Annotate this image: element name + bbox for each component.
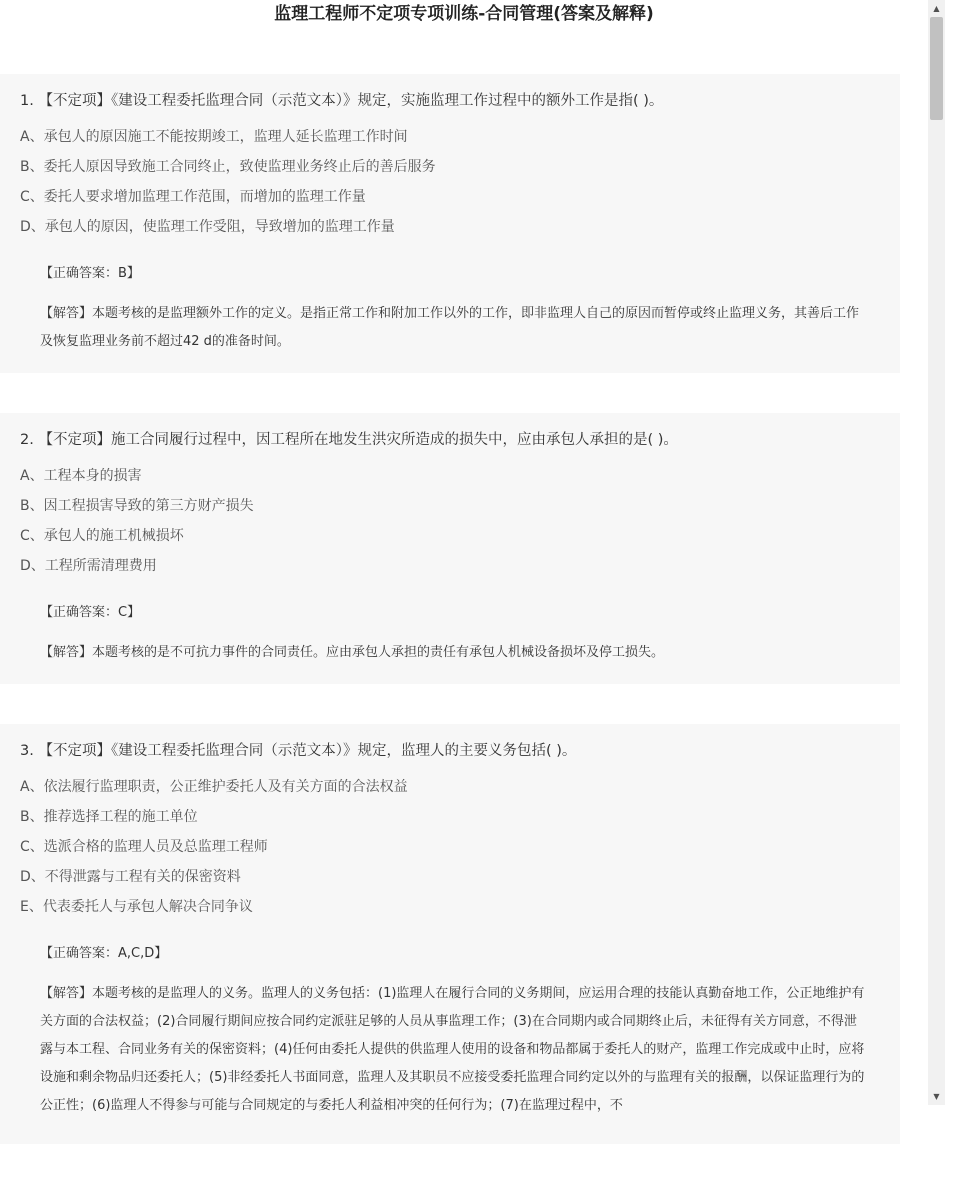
option-a: A、工程本身的损害 [20, 468, 142, 484]
option-b: B、因工程损害导致的第三方财产损失 [20, 498, 254, 514]
explanation: 【解答】本题考核的是监理额外工作的定义。是指正常工作和附加工作以外的工作，即非监理人自己的原因而暂停或终止监理义务，其善后工作及恢复监理业务前不超过42 d的准备时间。 [40, 306, 860, 349]
question-stem: 3. 【不定项】《建设工程委托监理合同（示范文本）》规定，监理人的主要义务包括( )。 [20, 743, 577, 759]
option-c: C、委托人要求增加监理工作范围，而增加的监理工作量 [20, 189, 366, 205]
page-title: 监理工程师不定项专项训练-合同管理(答案及解释) [274, 4, 654, 24]
explanation: 【解答】本题考核的是监理人的义务。监理人的义务包括：(1)监理人在履行合同的义务期间，应运用合理的技能认真勤奋地工作，公正地维护有关方面的合法权益；(2)合同履行期间应按合同约定派驻足够的人员从事监理工作；(3)在合同期内或合同期终止后，未征得有关方同意，不得泄露与本工程、合同业务有关的保密资料；(4)任何由委托人提供的供监理人使用的设备和物品都属于委托人的财产，监理工作完成或中止时，应将设施和剩余物品归还委托人；(5)非经委托人书面同意，监理人及其职员不应接受委托监理合同约定以外的与监理有关的报酬，以保证监理行为的公正性；(6)监理人不得参与可能与合同规定的与委托人利益相冲突的任何行为；(7)在监理过程中，不 [40, 986, 865, 1113]
option-c: C、承包人的施工机械损坏 [20, 528, 184, 544]
correct-answer: 【正确答案：B】 [40, 266, 140, 281]
option-a: A、承包人的原因施工不能按期竣工，监理人延长监理工作时间 [20, 129, 408, 145]
explanation: 【解答】本题考核的是不可抗力事件的合同责任。应由承包人承担的责任有承包人机械设备损坏及停工损失。 [40, 645, 665, 660]
question-card-3 [0, 724, 900, 1144]
question-stem: 1. 【不定项】《建设工程委托监理合同（示范文本）》规定，实施监理工作过程中的额外工作是指( )。 [20, 93, 664, 109]
option-a: A、依法履行监理职责，公正维护委托人及有关方面的合法权益 [20, 779, 408, 795]
scroll-down-arrow-icon[interactable]: ▼ [933, 1092, 940, 1101]
option-b: B、推荐选择工程的施工单位 [20, 809, 198, 825]
question-card-1 [0, 74, 900, 373]
question-card-2 [0, 413, 900, 684]
option-d: D、工程所需清理费用 [20, 558, 157, 574]
option-b: B、委托人原因导致施工合同终止，致使监理业务终止后的善后服务 [20, 159, 436, 175]
vertical-scrollbar[interactable] [928, 0, 945, 1105]
scroll-up-arrow-icon[interactable]: ▲ [933, 4, 940, 13]
option-e: E、代表委托人与承包人解决合同争议 [20, 899, 253, 915]
correct-answer: 【正确答案：A,C,D】 [40, 946, 168, 961]
question-stem: 2. 【不定项】施工合同履行过程中，因工程所在地发生洪灾所造成的损失中，应由承包人承担的是( )。 [20, 432, 678, 448]
correct-answer: 【正确答案：C】 [40, 605, 141, 620]
scrollbar-thumb[interactable] [930, 17, 943, 120]
option-c: C、选派合格的监理人员及总监理工程师 [20, 839, 268, 855]
option-d: D、不得泄露与工程有关的保密资料 [20, 869, 241, 885]
option-d: D、承包人的原因，使监理工作受阻，导致增加的监理工作量 [20, 219, 395, 235]
